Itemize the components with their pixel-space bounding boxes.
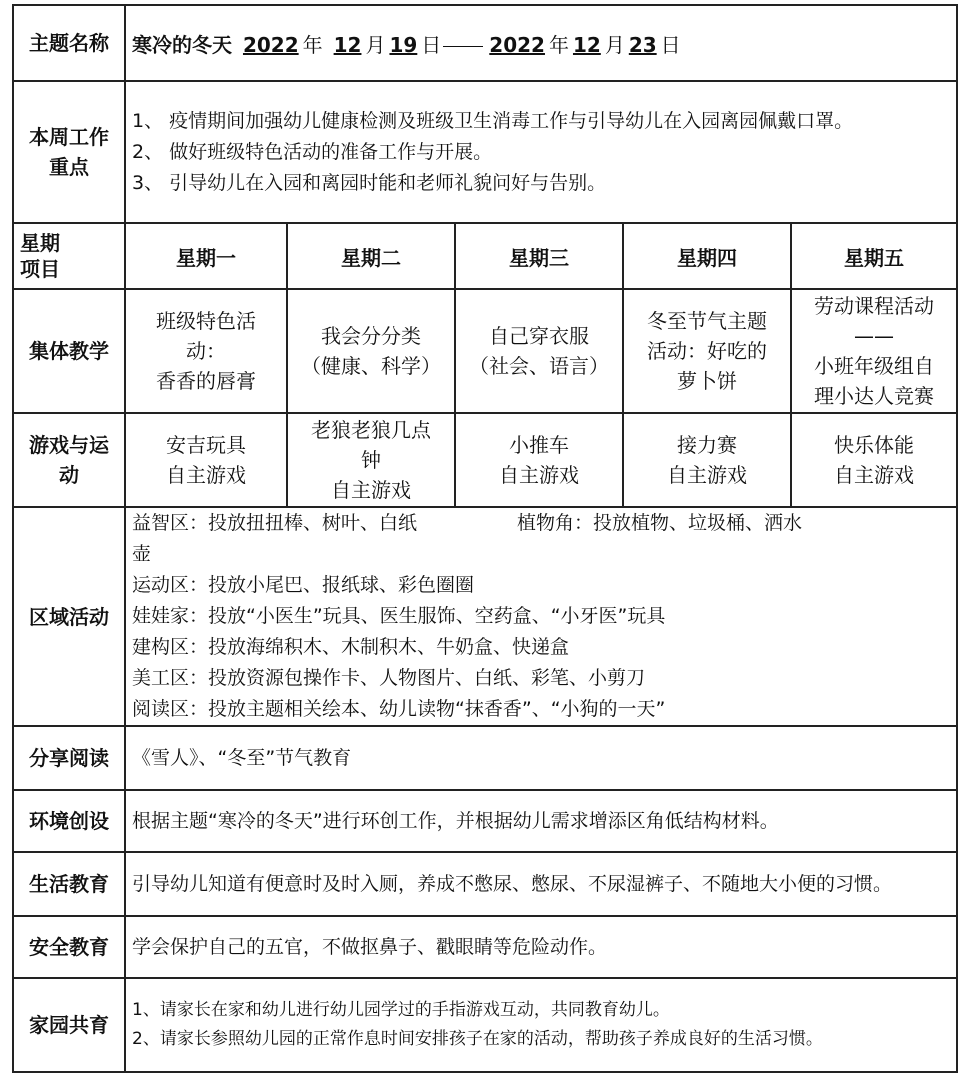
corner-bottom: 项目 bbox=[20, 257, 60, 281]
games-cell-fri bbox=[791, 413, 957, 507]
theme-title-cell bbox=[125, 5, 957, 81]
focus-content bbox=[125, 81, 957, 223]
cell-line: 萝卜饼 bbox=[677, 369, 737, 393]
safety-row bbox=[13, 916, 957, 978]
games-cell-mon bbox=[125, 413, 287, 507]
focus-row bbox=[13, 81, 957, 223]
teaching-cell-wed bbox=[455, 289, 623, 413]
cell-line: 理小达人竞赛 bbox=[814, 384, 934, 408]
unit-day-1: 日 bbox=[421, 32, 442, 57]
cell-line: 钟 bbox=[361, 448, 381, 472]
teaching-label: 集体教学 bbox=[13, 289, 125, 413]
focus-label: 本周工作重点 bbox=[13, 81, 125, 223]
day-thursday: 星期四 bbox=[623, 223, 791, 289]
cell-line: 动： bbox=[186, 339, 226, 363]
teaching-cell-mon bbox=[125, 289, 287, 413]
cell-line: （社会、语言） bbox=[469, 354, 609, 378]
zone-line: 壶 bbox=[132, 543, 152, 565]
games-label: 游戏与运动 bbox=[13, 413, 125, 507]
unit-month-1: 月 bbox=[365, 32, 386, 57]
zone-puzzle: 益智区：投放扭扭棒、树叶、白纸 bbox=[132, 512, 418, 534]
end-day: 23 bbox=[628, 32, 657, 57]
unit-year-2: 年 bbox=[548, 32, 569, 57]
weekly-plan-table bbox=[12, 4, 958, 1073]
life-content: 引导幼儿知道有便意时及时入厕，养成不憋尿、憋尿、不尿湿裤子、不随地大小便的习惯。 bbox=[125, 852, 957, 916]
cell-line: 香香的唇膏 bbox=[156, 369, 256, 393]
cell-line: 小班年级组自 bbox=[814, 354, 934, 378]
cell-line: （健康、科学） bbox=[301, 354, 441, 378]
cell-line: 自主游戏 bbox=[834, 463, 914, 487]
safety-label: 安全教育 bbox=[13, 916, 125, 978]
home-item: 1、请家长在家和幼儿进行幼儿园学过的手指游戏互动，共同教育幼儿。 bbox=[132, 1000, 670, 1020]
unit-year-1: 年 bbox=[302, 32, 323, 57]
cell-line: 自己穿衣服 bbox=[489, 324, 589, 348]
life-label: 生活教育 bbox=[13, 852, 125, 916]
reading-row bbox=[13, 726, 957, 790]
zones-content bbox=[125, 507, 957, 726]
zone-line: 建构区：投放海绵积木、木制积木、牛奶盒、快递盒 bbox=[132, 636, 570, 658]
zones-row bbox=[13, 507, 957, 726]
zone-line: 娃娃家：投放“小医生”玩具、医生服饰、空药盒、“小牙医”玩具 bbox=[132, 605, 666, 627]
cell-line: 接力赛 bbox=[677, 433, 737, 457]
games-row bbox=[13, 413, 957, 507]
day-friday: 星期五 bbox=[791, 223, 957, 289]
cell-line: 自主游戏 bbox=[166, 463, 246, 487]
zone-line: 阅读区：投放主题相关绘本、幼儿读物“抹香香”、“小狗的一天” bbox=[132, 698, 666, 720]
theme-name: 寒冷的冬天 bbox=[132, 32, 232, 57]
end-year: 2022 bbox=[489, 32, 545, 57]
theme-row bbox=[13, 5, 957, 81]
reading-label: 分享阅读 bbox=[13, 726, 125, 790]
games-cell-thu bbox=[623, 413, 791, 507]
cell-line: —— bbox=[854, 324, 894, 348]
zone-line bbox=[132, 508, 950, 539]
day-wednesday: 星期三 bbox=[455, 223, 623, 289]
unit-day-2: 日 bbox=[660, 32, 681, 57]
teaching-row bbox=[13, 289, 957, 413]
date-range-dash bbox=[443, 46, 483, 47]
cell-line: 冬至节气主题 bbox=[647, 309, 767, 333]
cell-line: 班级特色活 bbox=[156, 309, 256, 333]
focus-item: 3、 引导幼儿在入园和离园时能和老师礼貌问好与告别。 bbox=[132, 171, 607, 194]
cell-line: 安吉玩具 bbox=[166, 433, 246, 457]
corner-top: 星期 bbox=[20, 231, 60, 255]
cell-line: 自主游戏 bbox=[667, 463, 747, 487]
games-cell-wed bbox=[455, 413, 623, 507]
cell-line: 快乐体能 bbox=[834, 433, 914, 457]
corner-header bbox=[13, 223, 125, 289]
day-tuesday: 星期二 bbox=[287, 223, 455, 289]
unit-month-2: 月 bbox=[604, 32, 625, 57]
environment-label: 环境创设 bbox=[13, 790, 125, 852]
day-header-row bbox=[13, 223, 957, 289]
start-month: 12 bbox=[333, 32, 362, 57]
zone-line: 运动区：投放小尾巴、报纸球、彩色圈圈 bbox=[132, 574, 475, 596]
games-cell-tue bbox=[287, 413, 455, 507]
zones-label: 区域活动 bbox=[13, 507, 125, 726]
cell-line: 老狼老狼几点 bbox=[311, 418, 431, 442]
environment-content: 根据主题“寒冷的冬天”进行环创工作，并根据幼儿需求增添区角低结构材料。 bbox=[125, 790, 957, 852]
life-row bbox=[13, 852, 957, 916]
focus-item: 1、 疫情期间加强幼儿健康检测及班级卫生消毒工作与引导幼儿在入园离园佩戴口罩。 bbox=[132, 109, 854, 132]
safety-content: 学会保护自己的五官，不做抠鼻子、戳眼睛等危险动作。 bbox=[125, 916, 957, 978]
home-content bbox=[125, 978, 957, 1072]
home-row bbox=[13, 978, 957, 1072]
theme-label: 主题名称 bbox=[13, 5, 125, 81]
day-monday: 星期一 bbox=[125, 223, 287, 289]
start-year: 2022 bbox=[242, 32, 299, 57]
teaching-cell-tue bbox=[287, 289, 455, 413]
home-label: 家园共育 bbox=[13, 978, 125, 1072]
end-month: 12 bbox=[572, 32, 601, 57]
cell-line: 自主游戏 bbox=[331, 478, 411, 502]
zone-line: 美工区：投放资源包操作卡、人物图片、白纸、彩笔、小剪刀 bbox=[132, 667, 646, 689]
cell-line: 自主游戏 bbox=[499, 463, 579, 487]
cell-line: 小推车 bbox=[509, 433, 569, 457]
reading-content: 《雪人》、“冬至”节气教育 bbox=[125, 726, 957, 790]
cell-line: 活动：好吃的 bbox=[647, 339, 767, 363]
zone-plant: 植物角：投放植物、垃圾桶、洒水 bbox=[517, 512, 803, 534]
cell-line: 我会分分类 bbox=[321, 324, 421, 348]
focus-item: 2、 做好班级特色活动的准备工作与开展。 bbox=[132, 140, 493, 163]
home-item: 2、请家长参照幼儿园的正常作息时间安排孩子在家的活动，帮助孩子养成良好的生活习惯。 bbox=[132, 1029, 823, 1049]
start-day: 19 bbox=[389, 32, 418, 57]
teaching-cell-fri bbox=[791, 289, 957, 413]
cell-line: 劳动课程活动 bbox=[814, 294, 934, 318]
teaching-cell-thu bbox=[623, 289, 791, 413]
environment-row bbox=[13, 790, 957, 852]
